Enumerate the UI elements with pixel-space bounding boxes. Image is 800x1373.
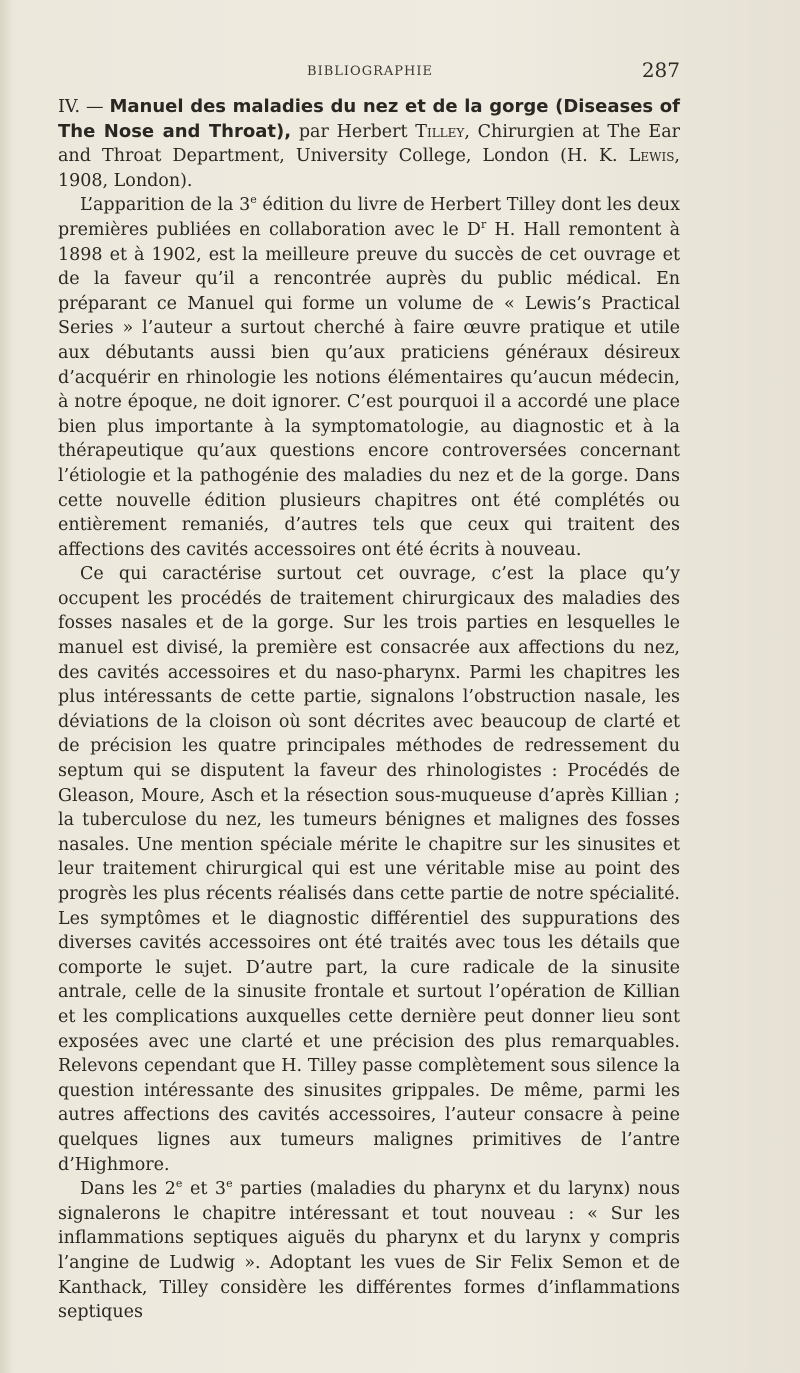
running-title: BIBLIOGRAPHIE [307,64,433,79]
paragraph-1-text-c: H. Hall remontent à 1898 et à 1902, est la meilleure preuve du succès de cet ouvrage et de la faveur qu’il a rencontrée auprès du public médical. En préparant ce Manuel qui forme un volume de « Lewis’s Practical Series » l’auteur a surtout cherché à faire œuvre pratique et utile aux débutants aussi bien qu’aux praticiens généraux désireux d’acquérir en rhinologie les notions élémentaires qu’aucun médecin, à notre époque, ne doit ignorer. C’est pourquoi il a accordé une place bien plus importante à la symptomatologie, au diagnostic et à la thérapeutique qu’aux questions encore controversées concernant l’étiologie et la pathogénie des maladies du nez et de la gorge. Dans cette nouvelle édition plusieurs chapitres ont été complétés ou entièrement remaniés, d’autres tels que ceux qui traitent des affections des cavités accessoires ont été écrits à nouveau. [58,219,680,560]
author-surname: Tilley [415,121,465,142]
bibliography-entry [58,95,680,193]
paragraph-3-text-a: Dans les 2 [80,1179,176,1200]
body-text [58,95,680,1325]
superscript: e [250,193,257,207]
superscript: r [480,218,487,232]
paragraph-3-text-c: parties (maladies du pharynx et du larynx) nous signalerons le chapitre intéressant et tout nouveau : « Sur les inflammations septiques aiguës du pharynx et du larynx y compris l’angine de Ludwig ». Adoptant les vues de Sir Felix Semon et de Kanthack, Tilley considère les différentes formes d’inflammations septiques [58,1179,680,1323]
paragraph-2: Ce qui caractérise surtout cet ouvrage, c’est la place qu’y occupent les procédés de traitement chirurgicaux des maladies des fosses nasales et de la gorge. Sur les trois parties en lesquelles le manuel est divisé, la première est consacrée aux affections du nez, des cavités accessoires et du naso-pharynx. Parmi les chapitres les plus intéressants de cette partie, signalons l’obstruction nasale, les déviations de la cloison où sont décrites avec beaucoup de clarté et de précision les quatre principales méthodes de redressement du septum qui se disputent la faveur des rhinologistes : Procédés de Gleason, Moure, Asch et la résection sous-muqueuse d’après Killian ; la tuberculose du nez, les tumeurs bénignes et malignes des fosses nasales. Une mention spéciale mérite le chapitre sur les sinusites et leur traitement chirurgical qui est une véritable mise au point des progrès les plus récents réalisés dans cette partie de notre spécialité. Les symptômes et le diagnostic différentiel des suppurations des diverses cavités accessoires ont été traités avec tous les détails que comporte le sujet. D’autre part, la cure radicale de la sinusite antrale, celle de la sinusite frontale et surtout l’opération de Killian et les complications auxquelles cette dernière peut donner lieu sont exposées avec une clarté et une précision des plus remarquables. Relevons cependant que H. Tilley passe complètement sous silence la question intéressante des sinusites grippales. De même, parmi les autres affections des cavités accessoires, l’auteur consacre à peine quelques lignes aux tumeurs malignes primitives de l’antre d’Highmore. [58,564,680,1175]
entry-imprint: , 1908, London). [58,146,680,191]
paragraph-1-text-a: L’apparition de la 3 [80,195,251,216]
paragraph-3-text-b: et 3 [182,1179,227,1200]
entry-by: par Herbert [291,121,416,142]
entry-number: IV. — [58,97,110,117]
paragraph-1-text-b: édition du livre de Herbert Tilley dont les deux premières publiées en collaboration avec le D [58,195,680,240]
entry-title: Manuel des maladies du nez et de la gorge (Diseases of The Nose and Throat), [58,96,680,142]
paragraph-1 [58,193,680,562]
paragraph-3 [58,1177,680,1325]
page-number: 287 [641,58,680,82]
superscript: e [226,1177,233,1191]
superscript: e [175,1177,183,1191]
publisher-name: Lewis [628,146,675,167]
entry-affiliation: , Chirurgien at The Ear and Throat Department, University College, London (H. K. [58,121,680,167]
page-header [60,58,680,88]
